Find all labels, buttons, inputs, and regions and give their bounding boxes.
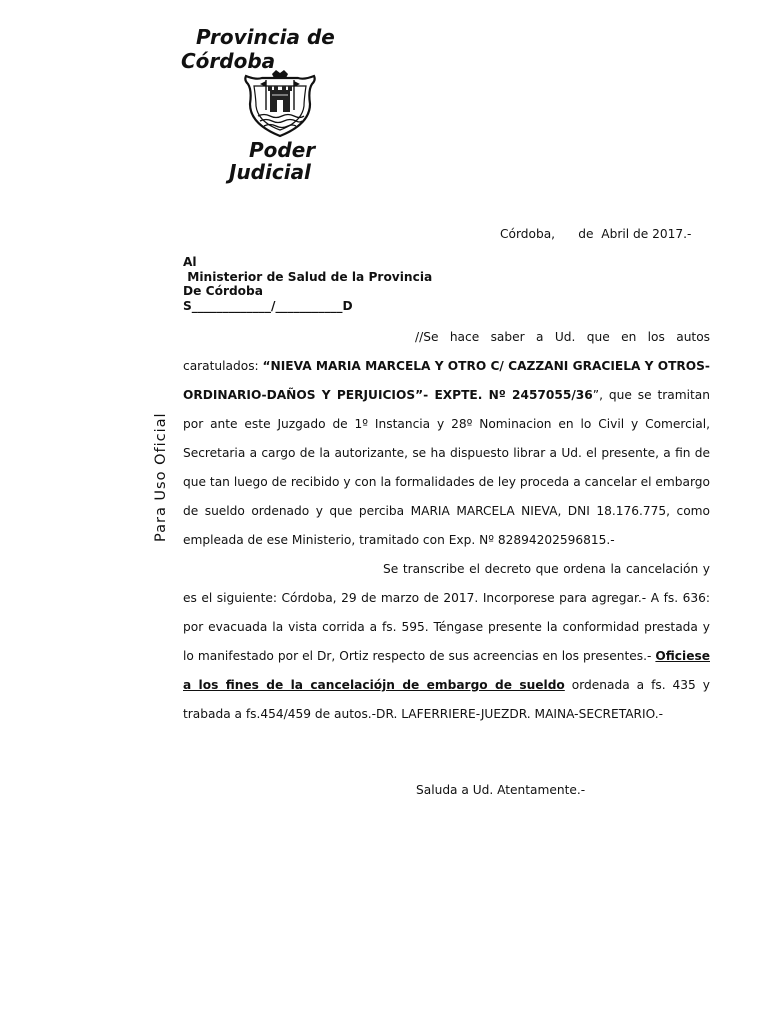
letterhead-province-line1: Provincia de [196,25,335,49]
paragraph-2-intro: Se transcribe el decreto que ordena la cancelación y es el siguiente: Córdoba, 29 de marzo de 2017. Incorporese para agregar.- A fs. 636: por evacuada la vista corrida a fs. 595. Téngase presente la conformidad prestada y lo manifestado por el Dr, Ortiz respecto de sus acreencias en los presentes.- [183,562,710,663]
letterhead-province-line2: Córdoba [181,49,276,73]
case-title: “NIEVA MARIA MARCELA Y OTRO C/ CAZZANI GRACIELA Y OTROS-ORDINARIO-DAÑOS Y PERJUICIOS”- EXPTE. Nº 2457055/36 [183,359,710,402]
letter-body [183,323,710,729]
addressee-line-2: Ministerior de Salud de la Provincia [183,269,433,284]
paragraph-2-rest: ordenada a fs. 435 y trabada a fs.454/459 de autos.-DR. LAFERRIERE-JUEZDR. MAINA-SECRETARIO.- [183,678,710,721]
paragraph-1-intro: //Se hace saber a Ud. que en los autos caratulados: [183,330,710,373]
letterhead-branch-line2: Judicial [229,160,311,184]
coat-of-arms-icon [242,70,318,138]
cancellation-order: Oficiese a los fines de la cancelacióјn de embargo de sueldo [183,649,710,692]
letterhead-branch-line1: Poder [249,138,316,162]
closing-salutation: Saluda a Ud. Atentamente.- [416,783,586,797]
official-use-side-label: Para Uso Oficial [153,412,169,542]
letter-date: Córdoba, de Abril de 2017.- [500,227,692,241]
addressee-line-4: S_____________/___________D [183,298,353,313]
addressee-block [183,255,432,313]
addressee-line-3: De Córdoba [183,284,263,298]
body-paragraph-1 [183,323,710,555]
addressee-line-1: Al [183,255,197,269]
body-paragraph-2 [183,555,710,729]
paragraph-1-rest: ”, que se tramitan por ante este Juzgado de 1º Instancia y 28º Nominacion en lo Civil y Comercial, Secretaria a cargo de la autorizante, se ha dispuesto librar a Ud. el presente, a fin de que tan luego de recibido y con la formalidades de ley proceda a cancelar el embargo de sueldo ordenado y que perciba MARIA MARCELA NIEVA, DNI 18.176.775, como empleada de ese Ministerio, tramitado con Exp. Nº 82894202596815.- [183,388,710,547]
